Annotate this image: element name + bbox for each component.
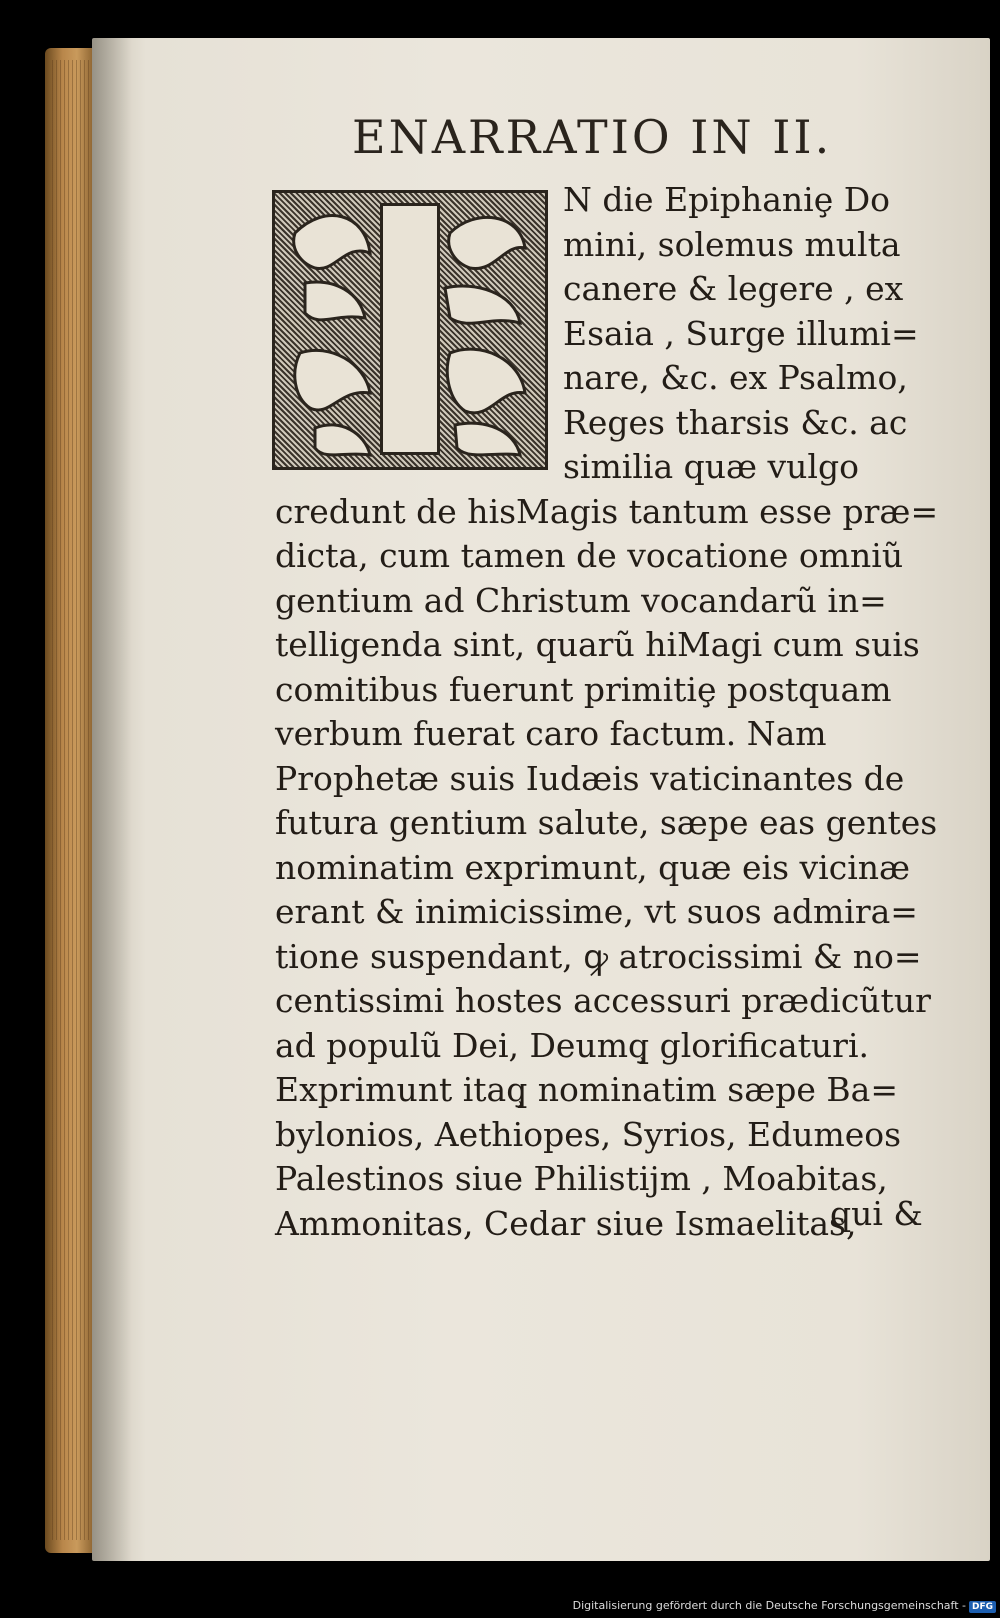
text-line: erant & inimicissime, vt suos admira= bbox=[275, 892, 918, 931]
text-line: ad populũ Dei, Deumq̧ glorificaturi. bbox=[275, 1025, 869, 1065]
text-line: credunt de hisMagis tantum esse præ= bbox=[275, 491, 939, 531]
text-line: bylonios, Aethiopes, Syrios, Edumeos bbox=[275, 1114, 902, 1154]
text-line: futura gentium salute, sæpe eas gentes bbox=[275, 803, 938, 842]
text-line: dicta, cum tamen de vocatione omniũ bbox=[275, 536, 904, 575]
text-line: tione suspendant, ꝙ atrocissimi & no= bbox=[275, 936, 922, 976]
text-line: comitibus fuerunt primitiȩ postquam bbox=[275, 669, 892, 709]
text-line: canere & legere , ex bbox=[563, 269, 904, 308]
text-line: nare, &c. ex Psalmo, bbox=[563, 358, 908, 397]
funding-credit: Digitalisierung gefördert durch die Deutsche Forschungsgemeinschaft - bbox=[572, 1599, 966, 1612]
text-line: Reges tharsis &c. ac bbox=[563, 402, 908, 442]
footer-bar bbox=[0, 1590, 1000, 1618]
dfg-logo: DFG bbox=[969, 1601, 996, 1613]
text-line: mini, solemus multa bbox=[563, 224, 901, 264]
text-line: telligenda sint, quarũ hiMagi cum suis bbox=[275, 625, 920, 664]
text-line: nominatim exprimunt, quæ eis vicinæ bbox=[275, 847, 911, 887]
page-gutter-shadow bbox=[92, 38, 132, 1561]
book-page-edge-lines bbox=[52, 60, 96, 1540]
text-line: gentium ad Christum vocandarũ in= bbox=[275, 580, 887, 620]
text-line: Prophetæ suis Iudæis vaticinantes de bbox=[275, 758, 905, 798]
text-line: Esaia , Surge illumi= bbox=[563, 313, 919, 353]
text-line: centissimi hostes accessuri prædicũtur bbox=[275, 981, 931, 1020]
body-text bbox=[275, 178, 939, 1246]
text-line: verbum fuerat caro factum. Nam bbox=[275, 714, 827, 753]
text-line: N die Epiphaniȩ Do bbox=[563, 180, 891, 219]
text-line: Palestinos siue Philistijm , Moabitas, bbox=[275, 1159, 888, 1198]
text-line: Ammonitas, Cedar siue Ismaelitas, bbox=[275, 1203, 857, 1243]
catchword: qui & bbox=[830, 1194, 923, 1233]
text-line: Exprimunt itaq̧ nominatim sæpe Ba= bbox=[275, 1070, 898, 1109]
text-line: similia quæ vulgo bbox=[563, 447, 859, 486]
page-heading: ENARRATIO IN II. bbox=[352, 110, 833, 164]
